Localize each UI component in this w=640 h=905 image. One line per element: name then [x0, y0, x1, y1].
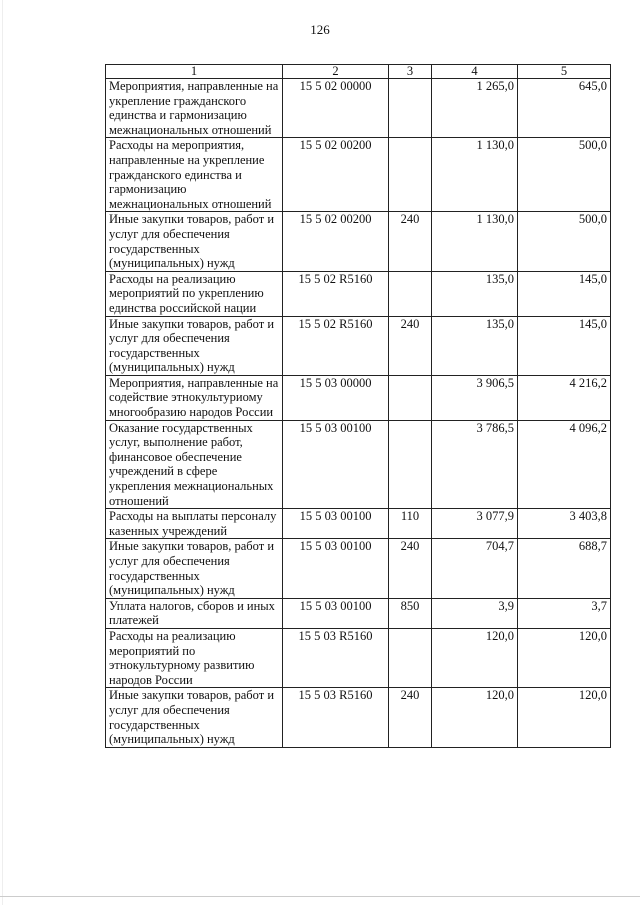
row-name-cell: Иные закупки товаров, работ и услуг для обеспечения государственных (муниципальных) нужд: [106, 688, 283, 747]
header-cell: 3: [389, 65, 432, 79]
row-value-2019-cell: 3 077,9: [432, 509, 518, 539]
row-value-2019-cell: 1 265,0: [432, 79, 518, 138]
row-type-cell: [389, 420, 432, 509]
row-value-2020-cell: 120,0: [518, 628, 611, 687]
row-value-2020-cell: 120,0: [518, 688, 611, 747]
row-value-2020-cell: 145,0: [518, 316, 611, 375]
row-code-cell: 15 5 03 00100: [283, 539, 389, 598]
table-row: [106, 539, 611, 598]
row-name-cell: Иные закупки товаров, работ и услуг для обеспечения государственных (муниципальных) нужд: [106, 316, 283, 375]
row-type-cell: 240: [389, 688, 432, 747]
header-row: [106, 65, 611, 79]
page-number: 126: [310, 22, 330, 37]
row-code-cell: 15 5 02 R5160: [283, 316, 389, 375]
row-value-2020-cell: 688,7: [518, 539, 611, 598]
row-value-2020-cell: 3,7: [518, 598, 611, 628]
row-name-cell: Расходы на реализацию мероприятий по укреплению единства российской нации: [106, 271, 283, 316]
budget-table: [105, 64, 611, 748]
row-value-2019-cell: 704,7: [432, 539, 518, 598]
row-code-cell: 15 5 03 00100: [283, 420, 389, 509]
row-code-cell: 15 5 03 R5160: [283, 688, 389, 747]
row-type-cell: 110: [389, 509, 432, 539]
table-row: [106, 138, 611, 212]
header-cell: 2: [283, 65, 389, 79]
row-type-cell: [389, 79, 432, 138]
row-code-cell: 15 5 02 00200: [283, 212, 389, 271]
row-name-cell: Уплата налогов, сборов и иных платежей: [106, 598, 283, 628]
row-code-cell: 15 5 02 00200: [283, 138, 389, 212]
row-value-2020-cell: 145,0: [518, 271, 611, 316]
table-body: [106, 79, 611, 748]
header-cell: 5: [518, 65, 611, 79]
row-value-2020-cell: 500,0: [518, 138, 611, 212]
table-row: [106, 598, 611, 628]
row-name-cell: Оказание государственных услуг, выполнение работ, финансовое обеспечение учреждений в сфере укрепления межнациональных отношений: [106, 420, 283, 509]
row-type-cell: [389, 375, 432, 420]
row-code-cell: 15 5 02 00000: [283, 79, 389, 138]
scan-shadow-left: [2, 0, 3, 905]
row-value-2019-cell: 3,9: [432, 598, 518, 628]
row-name-cell: Мероприятия, направленные на содействие этнокультуриому многообразию народов России: [106, 375, 283, 420]
row-type-cell: [389, 628, 432, 687]
row-value-2019-cell: 3 906,5: [432, 375, 518, 420]
header-cell: 1: [106, 65, 283, 79]
table-row: [106, 79, 611, 138]
row-value-2020-cell: 4 096,2: [518, 420, 611, 509]
scan-edge-line: [0, 896, 640, 897]
row-type-cell: 240: [389, 212, 432, 271]
row-name-cell: Расходы на реализацию мероприятий по этнокультурному развитию народов России: [106, 628, 283, 687]
row-value-2020-cell: 4 216,2: [518, 375, 611, 420]
row-value-2019-cell: 3 786,5: [432, 420, 518, 509]
row-code-cell: 15 5 03 R5160: [283, 628, 389, 687]
row-type-cell: 240: [389, 539, 432, 598]
row-name-cell: Расходы на выплаты персоналу казенных учреждений: [106, 509, 283, 539]
table-row: [106, 509, 611, 539]
row-value-2019-cell: 1 130,0: [432, 212, 518, 271]
table-row: [106, 688, 611, 747]
table-row: [106, 271, 611, 316]
row-value-2020-cell: 645,0: [518, 79, 611, 138]
row-value-2020-cell: 500,0: [518, 212, 611, 271]
row-code-cell: 15 5 03 00100: [283, 509, 389, 539]
row-code-cell: 15 5 03 00000: [283, 375, 389, 420]
table-row: [106, 212, 611, 271]
row-value-2019-cell: 120,0: [432, 628, 518, 687]
row-code-cell: 15 5 02 R5160: [283, 271, 389, 316]
row-name-cell: Мероприятия, направленные на укрепление гражданского единства и гармонизацию межнациональных отношений: [106, 79, 283, 138]
row-value-2019-cell: 120,0: [432, 688, 518, 747]
table-row: [106, 420, 611, 509]
row-name-cell: Иные закупки товаров, работ и услуг для обеспечения государственных (муниципальных) нужд: [106, 212, 283, 271]
row-value-2019-cell: 135,0: [432, 271, 518, 316]
row-name-cell: Расходы на мероприятия, направленные на укрепление гражданского единства и гармонизацию межнациональных отношений: [106, 138, 283, 212]
table-row: [106, 316, 611, 375]
row-value-2019-cell: 135,0: [432, 316, 518, 375]
row-name-cell: Иные закупки товаров, работ и услуг для обеспечения государственных (муниципальных) нужд: [106, 539, 283, 598]
row-code-cell: 15 5 03 00100: [283, 598, 389, 628]
row-type-cell: [389, 271, 432, 316]
table-row: [106, 375, 611, 420]
row-type-cell: 850: [389, 598, 432, 628]
row-type-cell: 240: [389, 316, 432, 375]
row-value-2019-cell: 1 130,0: [432, 138, 518, 212]
row-value-2020-cell: 3 403,8: [518, 509, 611, 539]
header-cell: 4: [432, 65, 518, 79]
table-row: [106, 628, 611, 687]
row-type-cell: [389, 138, 432, 212]
